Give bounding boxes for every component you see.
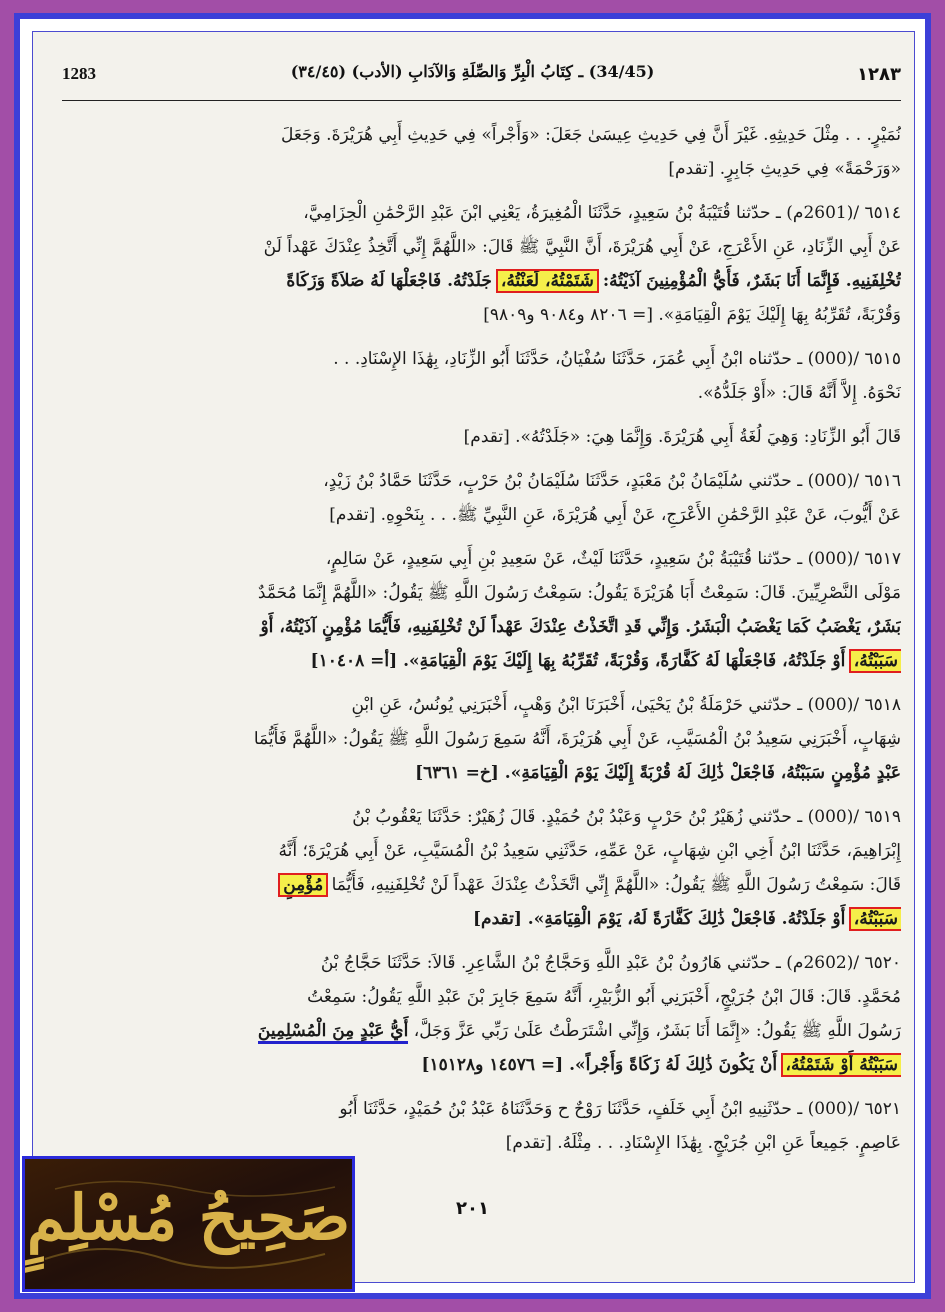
text-line: عَاصِمٍ. جَمِيعاً عَنِ ابْنِ جُرَيْجٍ. بِهَٰذَا الإِسْنَادِ. . . مِثْلَهُ. [تقدم] bbox=[505, 1133, 901, 1153]
hadith-6520-line: ٦٥٢٠ /(2602م) ـ حدّثني هَارُونُ بْنُ عَبْدِ اللَّهِ وَحَجَّاجُ بْنُ الشَّاعِرِ. قَالاَ: حَدَّثَنَا حَجَّاجُ بْنُ bbox=[320, 953, 901, 973]
hadith-6518-line: ٦٥١٨ /(000) ـ حدّثني حَرْمَلَةُ بْنُ يَحْيَىٰ، أَخْبَرَنَا ابْنُ وَهْبٍ، أَخْبَرَنِي يُونُسُ، عَنِ ابْنِ bbox=[351, 695, 901, 715]
page-number-latin: 1283 bbox=[62, 64, 96, 83]
text-line: نَحْوَهُ. إِلاَّ أَنَّهُ قَالَ: «أَوْ جَلَدُّهُ». bbox=[697, 383, 901, 403]
hadith-6515-line: ٦٥١٥ /(000) ـ حدّثناه ابْنُ أَبِي عُمَرَ، حَدَّثَنَا سُفْيَانُ، حَدَّثَنَا أَبُو الزِّنَادِ، بِهَٰذَا الإِسْنَادِ. . . bbox=[333, 349, 901, 369]
hadith-6519-line: ٦٥١٩ /(000) ـ حدّثني زُهَيْرُ بْنُ حَرْبٍ وَعَبْدُ بْنُ حُمَيْدٍ. قَالَ زُهَيْرٌ: حَدَّثَنَا يَعْقُوبُ بْنُ bbox=[352, 807, 901, 827]
text-line: رَسُولَ اللَّهِ ﷺ يَقُولُ: «إِنَّمَا أَنَا بَشَرٌ، وَإِنِّي اشْتَرَطْتُ عَلَىٰ رَبِّي عَزَّ وَجَلَّ، أَيُّ عَبْدٍ مِنَ الْمُسْلِمِينَ bbox=[62, 1014, 901, 1048]
text-line: «وَرَحْمَةً» فِي حَدِيثِ جَابِرٍ. [تقدم] bbox=[668, 159, 901, 179]
hadith-6516-line: ٦٥١٦ /(000) ـ حدّثني سُلَيْمَانُ بْنُ مَعْبَدٍ، حَدَّثَنَا سُلَيْمَانُ بْنُ حَرْبٍ، حَدَّثَنَا حَمَّادُ بْنُ زَيْدٍ، bbox=[323, 471, 901, 491]
highlight-cursed: شَتَمْتُهُ، لَعَنْتُهُ، bbox=[498, 271, 597, 291]
highlight-insulted-reviled: سَبَبْتُهُ أَوْ شَتَمْتُهُ، bbox=[783, 1055, 901, 1075]
sahih-muslim-logo bbox=[22, 1156, 355, 1292]
text-line: عَنْ أَبِي الزِّنَادِ، عَنِ الأَعْرَجِ، عَنْ أَبِي هُرَيْرَةَ، أَنَّ النَّبِيَّ ﷺ قَالَ: «اللَّهُمَّ إِنِّي أَتَّخِذُ عِنْدَكَ عَهْداً لَنْ bbox=[263, 237, 901, 257]
highlight-believer: مُؤْمِنٍ bbox=[280, 875, 326, 895]
running-title: (34/45) ـ كِتَابُ الْبِرِّ وَالصِّلَةِ وَالآدَابِ (الأدب) (٣٤/٤٥) bbox=[290, 62, 655, 81]
text-line: قَالَ: سَمِعْتُ رَسُولَ اللَّهِ ﷺ يَقُولُ: «اللَّهُمَّ إِنِّي اتَّخَذْتُ عِنْدَكَ عَهْداً لَنْ تُخْلِفَنِيهِ، فَأَيُّمَا مُؤْمِنٍ bbox=[62, 868, 901, 902]
text-line: نُمَيْرٍ. . . مِثْلَ حَدِيثِهِ. غَيْرَ أَنَّ فِي حَدِيثِ عِيسَىٰ جَعَلَ: «وَأَجْراً» فِي حَدِيثِ أَبِي هُرَيْرَةَ. وَجَعَلَ bbox=[280, 125, 901, 145]
page-number-arabic: ١٢٨٣ bbox=[857, 64, 901, 85]
hadith-6514-line: ٦٥١٤ /(2601م) ـ حدّثنا قُتَيْبَةُ بْنُ سَعِيدٍ، حَدَّثَنَا الْمُغِيرَةُ، يَعْنِي ابْنَ عَبْدِ الرَّحْمَٰنِ الْحِزَامِيَّ، bbox=[303, 203, 901, 223]
text-line: وَقُرْبَةً، تُقَرِّبُهُ بِهَا إِلَيْكَ يَوْمَ الْقِيَامَةِ». [= ٨٢٠٦ و٩٠٨٤ و٩٨٠٩] bbox=[483, 305, 901, 325]
page-body bbox=[62, 118, 901, 1160]
logo-calligraphy: صَحِيحُ مُسْلِمٍ bbox=[26, 1181, 351, 1254]
highlight-insulted: سَبَبْتُهُ، bbox=[851, 651, 901, 671]
footer-page-number: ٢٠١ bbox=[456, 1198, 489, 1219]
text-line: سَبَبْتُهُ، أَوْ جَلَدْتُهُ. فَاجْعَلْ ذَٰلِكَ كَفَّارَةً لَهُ، يَوْمَ الْقِيَامَةِ». [تقدم] bbox=[62, 902, 901, 936]
text-line: سَبَبْتُهُ أَوْ شَتَمْتُهُ، أَنْ يَكُونَ ذَٰلِكَ لَهُ زَكَاةً وَأَجْراً». [= ١٤٥٧٦ و١٥١٢٨] bbox=[62, 1048, 901, 1082]
text-line: عَبْدٍ مُؤْمِنٍ سَبَبْتُهُ، فَاجْعَلْ ذَٰلِكَ لَهُ قُرْبَةً إِلَيْكَ يَوْمَ الْقِيَامَةِ». [خ= ٦٣٦١] bbox=[415, 763, 901, 783]
text-line: سَبَبْتُهُ، أَوْ جَلَدْتُهُ، فَاجْعَلْهَا لَهُ كَفَّارَةً، وَقُرْبَةً، تُقَرِّبُهُ بِهَا إِلَيْكَ يَوْمَ الْقِيَامَةِ». [أ= ١٠٤٠٨] bbox=[62, 644, 901, 678]
text-line: مُحَمَّدٍ. قَالَ: قَالَ ابْنُ جُرَيْجٍ، أَخْبَرَنِي أَبُو الزُّبَيْرِ، أَنَّهُ سَمِعَ جَابِرَ بْنَ عَبْدِ اللَّهِ يَقُولُ: سَمِعْتُ bbox=[307, 987, 901, 1007]
underlined-phrase: أَيُّ عَبْدٍ مِنَ الْمُسْلِمِينَ bbox=[258, 1021, 408, 1044]
text-line: تُخْلِفَنِيهِ. فَإِنَّمَا أَنَا بَشَرٌ، فَأَيُّ الْمُؤْمِنِينَ آذَيْتُهُ: شَتَمْتُهُ، لَعَنْتُهُ، جَلَدْتُهُ. فَاجْعَلْهَا لَهُ صَلاَةً وَزَكَاةً bbox=[286, 271, 901, 291]
highlight-insulted-2: سَبَبْتُهُ، bbox=[851, 909, 901, 929]
header-rule bbox=[62, 100, 901, 101]
text-line: شِهَابٍ، أَخْبَرَنِي سَعِيدُ بْنُ الْمُسَيَّبِ، عَنْ أَبِي هُرَيْرَةَ، أَنَّهُ سَمِعَ رَسُولَ اللَّهِ ﷺ يَقُولُ: «اللَّهُمَّ فَأَيُّمَا bbox=[253, 729, 901, 749]
hadith-6521-line: ٦٥٢١ /(000) ـ حدّثَنِيهِ ابْنُ أَبِي خَلَفٍ، حَدَّثَنَا رَوْحٌ ح وَحَدَّثَنَاهُ عَبْدُ بْنُ حُمَيْدٍ، حَدَّثَنَا أَبُو bbox=[339, 1099, 901, 1119]
text-line: مَوْلَى النَّصْرِيِّينَ. قَالَ: سَمِعْتُ أَبَا هُرَيْرَةَ يَقُولُ: سَمِعْتُ رَسُولَ اللَّهِ ﷺ يَقُولُ: «اللَّهُمَّ إِنَّمَا مُحَمَّدٌ bbox=[257, 583, 901, 603]
hadith-6517-line: ٦٥١٧ /(000) ـ حدّثنا قُتَيْبَةُ بْنُ سَعِيدٍ، حَدَّثَنَا لَيْثٌ، عَنْ سَعِيدِ بْنِ أَبِي سَعِيدٍ، عَنْ سَالِمٍ، bbox=[325, 549, 901, 569]
text-line: قَالَ أَبُو الزِّنَادِ: وَهِيَ لُغَةُ أَبِي هُرَيْرَةَ. وَإِنَّمَا هِيَ: «جَلَدْتُهُ». [تقدم] bbox=[463, 427, 901, 447]
text-line: عَنْ أَيُّوبَ، عَنْ عَبْدِ الرَّحْمَٰنِ الأَعْرَجِ، عَنْ أَبِي هُرَيْرَةَ، عَنِ النَّبِيِّ ﷺ. . . بِنَحْوِهِ. [تقدم] bbox=[329, 505, 901, 525]
text-line: إِبْرَاهِيمَ، حَدَّثَنَا ابْنُ أَخِي ابْنِ شِهَابٍ، عَنْ عَمِّهِ، حَدَّثَنِي سَعِيدُ بْنُ الْمُسَيَّبِ، عَنْ أَبِي هُرَيْرَةَ؛ أَنَّهُ bbox=[278, 841, 901, 861]
text-line: بَشَرٌ، يَغْضَبُ كَمَا يَغْضَبُ الْبَشَرُ. وَإِنِّي قَدِ اتَّخَذْتُ عِنْدَكَ عَهْداً لَنْ تُخْلِفَنِيهِ، فَأَيُّمَا مُؤْمِنٍ آذَيْتُهُ، أَوْ bbox=[260, 617, 901, 637]
